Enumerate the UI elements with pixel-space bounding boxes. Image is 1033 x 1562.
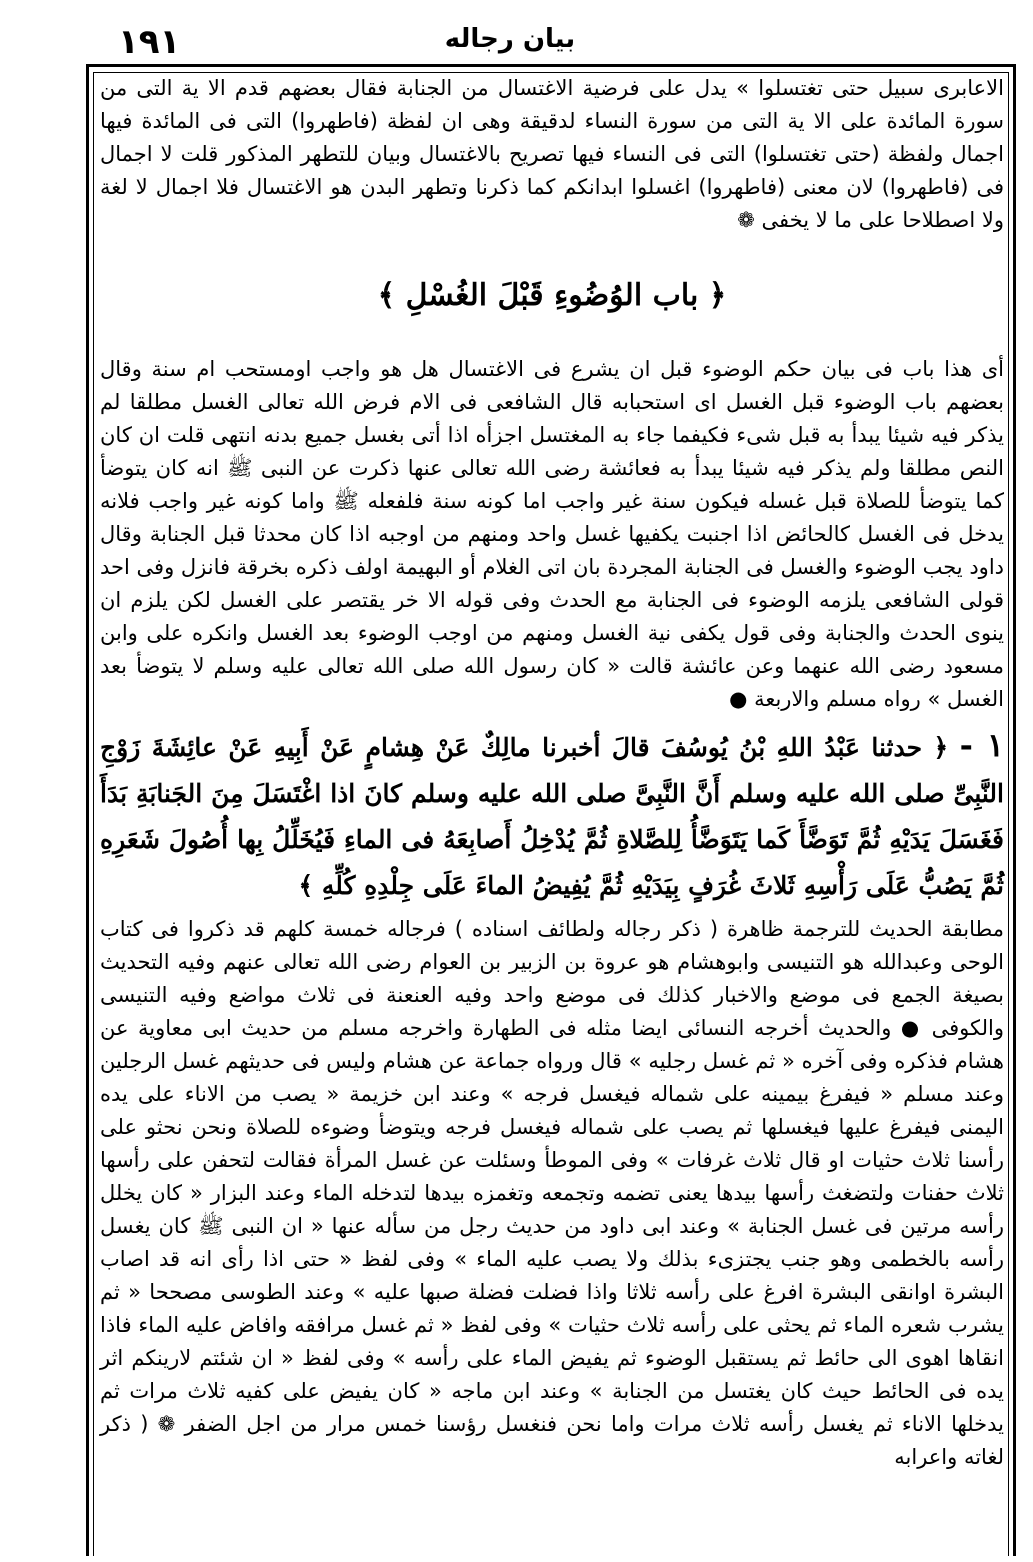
running-title: بيان رجاله (444, 24, 576, 54)
chapter-paragraph: أى هذا باب فى بيان حكم الوضوء قبل ان يشرع فى الاغتسال هل هو واجب اومستحب ام سنة وقال بعضهم باب الوضوء قبل الغسل اى استحبابه قال الشافعى فى الام فرض الله تعالى الغسل مطلقا لم يذكر فيه شيئا يبدأ به قبل شىء فكيفما جاء به المغتسل اجزأه اذا أتى بغسل جميع بدنه انتهى قلت ان كان النص مطلقا ولم يذكر فيه شيئا يبدأ به فعائشة رضى الله تعالى عنها ذكرت عن النبى ﷺ انه كان يتوضأ كما يتوضأ للصلاة قبل غسله فيكون سنة غير واجب اما كونه سنة فلفعله ﷺ واما كونه غير واجب فلانه يدخل فى الغسل كالحائض اذا اجنبت يكفيها غسل واحد ومنهم من اوجبه اذا كان محدثا قبل الجنابة وقال داود يجب الوضوء والغسل فى الجنابة المجردة بان اتى الغلام أو البهيمة اولف ذكره بخرقة فانزل وفى احد قولى الشافعى يلزمه الوضوء فى الجنابة مع الحدث وفى قوله الا خر يقتصر على الغسل لكن يلزم ان ينوى الحدث والجنابة وفى قول يكفى نية الغسل ومنهم من اوجب الوضوء بعد الغسل وانكره على وابن مسعود رضى الله عنهما وعن عائشة قالت « كان رسول الله صلى الله تعالى عليه وسلم لا يتوضأ بعد الغسل » رواه مسلم والاربعة ● (100, 357, 1004, 711)
intro-paragraph: الاعابرى سبيل حتى تغتسلوا » يدل على فرضية الاغتسال من الجنابة فقال بعضهم قدم الا ية التى من سورة المائدة على الا ية التى من سورة النساء لدقيقة وهى ان لفظة (فاطهروا) التى فى المائدة فيها اجمال ولفظة (حتى تغتسلوا) التى فى النساء فيها تصريح بالاغتسال وبيان للتطهر المذكور قلت لا اجمال فى (فاطهروا) لان معنى (فاطهروا) اغسلوا ابدانكم كما ذكرنا وتطهر البدن هو الاغتسال فلا اجمال لا لغة ولا اصطلاحا على ما لا يخفى ❁ (100, 76, 1004, 232)
chapter-heading-block (100, 275, 1004, 317)
hadith-block (100, 722, 1004, 909)
page-header (0, 0, 1033, 66)
hadith-number: ١ - (959, 726, 1004, 764)
commentary-paragraph: مطابقة الحديث للترجمة ظاهرة ( ذكر رجاله ولطائف اسناده ) فرجاله خمسة كلهم قد ذكروا فى كتاب الوحى وعبدالله هو التنيسى وابوهشام هو عروة بن الزبير بن العوام رضى الله تعالى عنهم وفيه التحديث بصيغة الجمع فى موضع والاخبار كذلك فى موضع واحد وفيه العنعنة فى ثلاث مواضع وفيه التنيسى والكوفى ● والحديث أخرجه النسائى ايضا مثله فى الطهارة واخرجه مسلم من حديث ابى معاوية عن هشام فذكره وفى آخره « ثم غسل رجليه » قال ورواه جماعة عن هشام وليس فى حديثهم غسل الرجلين وعند مسلم « فيفرغ بيمينه على شماله فيغسل فرجه » وعند ابن خزيمة « يصب من الاناء على يده اليمنى فيفرغ عليها فيغسلها ثم يصب على شماله فيغسل فرجه ويتوضأ وضوءه للصلاة ونحن نحثو على رأسنا ثلاث حثيات او قال ثلاث غرفات » وفى الموطأ وسئلت عن غسل المرأة فقالت لتحفن على رأسها ثلاث حفنات ولتضغث رأسها بيدها يعنى تضمه وتجمعه وتغمزه بيدها لتدخله الماء وعند البزار « كان يخلل رأسه مرتين فى غسل الجنابة » وعند ابى داود من حديث رجل من سأله عنها « ان النبى ﷺ كان يغسل رأسه بالخطمى وهو جنب يجتزىء بذلك ولا يصب عليه الماء » وفى لفظ « حتى اذا رأى انه قد اصاب البشرة اوانقى البشرة افرغ على رأسه ثلاثا واذا فضلت فضلة صبها عليه » وعند الطوسى مصححا « ثم يشرب شعره الماء ثم يحثى على رأسه ثلاث حثيات » وفى لفظ « ثم غسل مرافقه وافاض عليه الماء فاذا انقاها اهوى الى حائط ثم يستقبل الوضوء ثم يفيض الماء على رأسه » وفى لفظ « ان شئتم لارينكم اثر يده فى الحائط حيث كان يغتسل من الجنابة » وعند ابن ماجه « كان يفيض على كفيه ثلاث مرات ثم يدخلها الاناء ثم يغسل رأسه ثلاث مرات واما نحن فنغسل رؤسنا خمس مرار من اجل الضفر ❁ ( ذكر لغاته واعرابه (100, 917, 1004, 1469)
page-number: ١٩١ (118, 22, 181, 62)
page-content (100, 72, 1004, 1474)
chapter-heading: ﴿ باب الوُضُوءِ قَبْلَ الغُسْلِ ﴾ (377, 278, 727, 313)
hadith-text: ﴿ حدثنا عَبْدُ اللهِ بْنُ يُوسُفَ قالَ أخبرنا مالِكٌ عَنْ هِشامٍ عَنْ أَبِيهِ عَنْ عائِشَةَ زَوْجِ النَّبِىِّ صلى الله عليه وسلم أَنَّ النَّبِىَّ صلى الله عليه وسلم كانَ اذا اغْتَسَلَ مِنَ الجَنابَةِ بَدَأَ فَغَسَلَ يَدَيْهِ ثُمَّ تَوَضَّأَ كَما يَتَوَضَّأُ لِلصَّلاةِ ثُمَّ يُدْخِلُ أَصابِعَهُ فى الماءِ فَيُخَلِّلُ بِها أُصُولَ شَعَرِهِ ثُمَّ يَصُبُّ عَلَى رَأْسِهِ ثَلاثَ غُرَفٍ بِيَدَيْهِ ثُمَّ يُفِيضُ الماءَ عَلَى جِلْدِهِ كُلِّهِ ﴾ (100, 733, 1004, 900)
